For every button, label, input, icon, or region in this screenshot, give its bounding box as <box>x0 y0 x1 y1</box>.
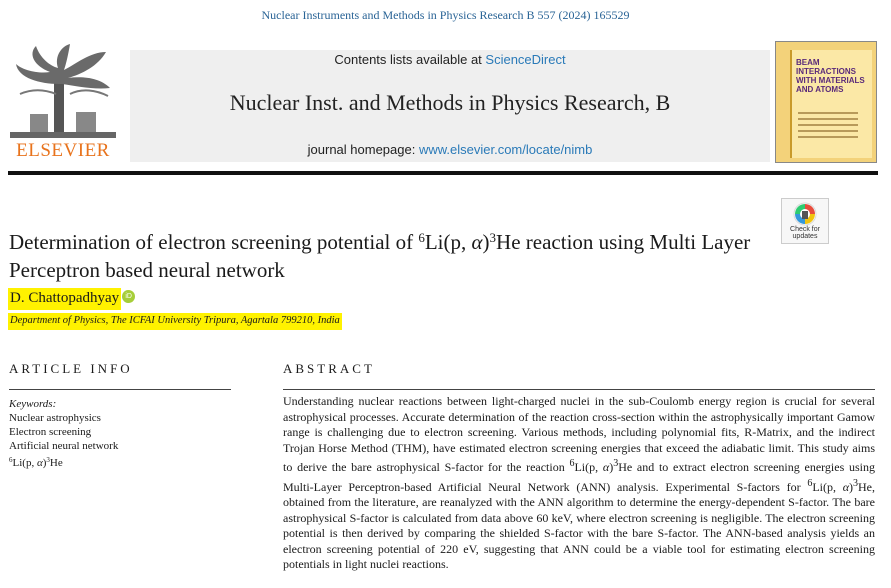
abstract-r2-b: ) <box>849 479 853 494</box>
cover-title: BEAM INTERACTIONS WITH MATERIALS AND ATOMS <box>796 58 865 94</box>
keyword-1[interactable]: Nuclear astrophysics <box>9 412 101 424</box>
journal-header-box <box>130 50 770 162</box>
check-for-updates-button[interactable] <box>781 198 829 244</box>
keyword-4-part-c: He <box>49 457 63 469</box>
abstract-rule <box>283 389 875 390</box>
elsevier-wordmark: ELSEVIER <box>16 140 110 161</box>
homepage-line <box>130 142 770 157</box>
abstract-r2-c: He <box>858 479 872 494</box>
article-info-rule <box>9 389 231 390</box>
crossmark-icon <box>793 202 817 226</box>
homepage-prefix: journal homepage: <box>307 142 419 157</box>
article-title <box>9 224 769 284</box>
article-info-heading: ARTICLE INFO <box>9 361 133 376</box>
homepage-link[interactable]: www.elsevier.com/locate/nimb <box>418 142 593 157</box>
journal-name[interactable]: Nuclear Inst. and Methods in Physics Research, B <box>229 90 671 115</box>
contents-prefix: Contents lists available at <box>334 52 486 67</box>
journal-citation[interactable]: Nuclear Instruments and Methods in Physics Research B 557 (2024) 165529 <box>261 8 630 22</box>
author-name[interactable]: D. Chattopadhyay <box>8 288 121 310</box>
author-affiliation: Department of Physics, The ICFAI University Tripura, Agartala 799210, India <box>8 313 342 330</box>
title-alpha: α <box>471 230 483 254</box>
header-rule <box>8 171 878 175</box>
author-row <box>8 288 135 310</box>
check-for-updates-label: Check for updates <box>790 226 820 240</box>
cover-text-lines <box>798 112 858 142</box>
abstract-r2-a: Li(p, <box>812 479 843 494</box>
keyword-4-part-b: ) <box>42 457 47 469</box>
abstract-r2-alpha: α <box>842 479 849 494</box>
title-part-4: He reaction using Multi Layer Perceptron based neural network <box>9 230 751 282</box>
abstract-text-1: Understanding nuclear reactions between light-charged nuclei in the sub-Coulomb energy region is crucial for several astrophysical processes. Accurate determination of the reaction cross-section within the astrophysically important Gamow range is challenging due to electron screening. Various methods, including polynomial fits, R-Matrix, and the indirect Trojan Horse Method (THM), have estimated electron screening energies that exceed the adiabatic limit. This study aims to derive the bare astrophysical S-factor for the reaction <box>283 394 875 474</box>
title-sup-1: 6 <box>418 230 425 245</box>
title-part-3: ) <box>482 230 490 254</box>
abstract-r1-sup-2: 3 <box>613 458 619 469</box>
title-part-1: Determination of electron screening potential of <box>9 230 419 254</box>
abstract-r2-sup-2: 3 <box>853 477 858 489</box>
journal-cover-image[interactable] <box>775 41 877 163</box>
abstract-heading: ABSTRACT <box>283 361 375 376</box>
abstract-text <box>283 394 875 573</box>
keywords-heading: Keywords: <box>9 398 57 410</box>
keyword-4-sup-1: 6 <box>9 456 13 464</box>
abstract-text-2: and to extract electron screening energies using Multi-Layer Perceptron-based Artificial Neural Network (ANN) analysis. Experimental S-factors for <box>283 460 875 494</box>
abstract-r1-sup-1: 6 <box>569 458 575 469</box>
keyword-2[interactable]: Electron screening <box>9 426 92 438</box>
keywords-list <box>9 397 118 470</box>
keyword-4[interactable] <box>9 453 118 470</box>
abstract-r1-c: He <box>618 460 633 474</box>
journal-header <box>8 40 878 164</box>
elsevier-logo[interactable] <box>8 40 118 164</box>
abstract-r1-b: ) <box>609 460 614 474</box>
sciencedirect-link[interactable]: ScienceDirect <box>485 52 566 67</box>
keyword-3[interactable]: Artificial neural network <box>9 440 119 452</box>
abstract-r1-a: Li(p, <box>574 460 603 474</box>
keyword-4-sup-2: 3 <box>46 456 50 464</box>
contents-line <box>130 52 770 67</box>
title-part-2: Li(p, <box>424 230 472 254</box>
keyword-4-alpha: α <box>36 457 43 469</box>
orcid-icon[interactable]: iD <box>122 290 135 303</box>
abstract-text-3: , obtained from the literature, are reanalyzed with the ANN algorithm to determine the energy-dependent S-factor. The bare astrophysical S-factor is calculated from data above 60 keV, where electron screening is negligible. The electron screening potential is then derived by comparing the shielded S-factor with the bare S-factor. The ANN-based analysis yields an electron screening potential of 220 eV, suggesting that ANN could be a viable tool for estimating electron screening potentials in light nuclei reactions. <box>283 479 875 571</box>
abstract-r1-alpha: α <box>602 460 610 474</box>
keyword-4-part-a: Li(p, <box>12 457 37 469</box>
title-sup-2: 3 <box>489 230 497 245</box>
elsevier-tree-icon <box>10 44 116 140</box>
abstract-r2-sup-1: 6 <box>807 477 813 489</box>
